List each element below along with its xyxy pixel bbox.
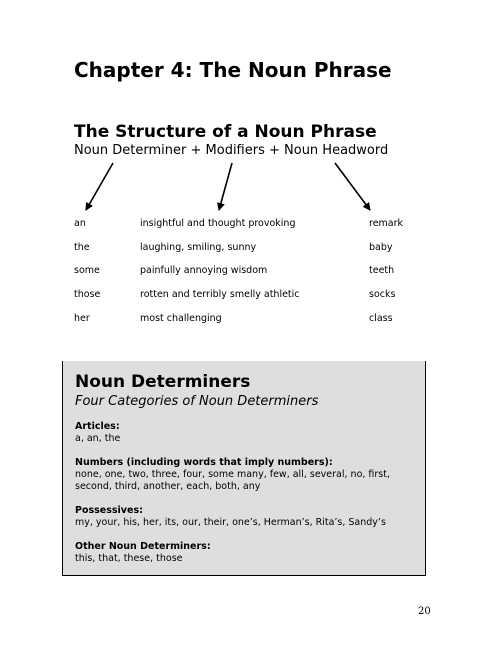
determiner: those bbox=[74, 289, 101, 300]
example-row bbox=[0, 218, 502, 234]
box-title: Noun Determiners bbox=[75, 372, 251, 392]
category-numbers bbox=[75, 457, 420, 493]
headword: baby bbox=[369, 242, 393, 253]
headword: socks bbox=[369, 289, 396, 300]
category-heading: Other Noun Determiners: bbox=[75, 541, 211, 552]
determiner: some bbox=[74, 265, 100, 276]
example-row bbox=[0, 289, 502, 305]
category-articles bbox=[75, 421, 420, 445]
box-subtitle: Four Categories of Noun Determiners bbox=[75, 394, 319, 409]
category-text: this, that, these, those bbox=[75, 553, 183, 564]
modifiers: laughing, smiling, sunny bbox=[140, 242, 257, 253]
chapter-title: Chapter 4: The Noun Phrase bbox=[74, 58, 392, 82]
category-heading: Articles: bbox=[75, 421, 120, 432]
determiner: an bbox=[74, 218, 86, 229]
category-text: a, an, the bbox=[75, 433, 121, 444]
modifiers: painfully annoying wisdom bbox=[140, 265, 268, 276]
noun-determiners-box bbox=[62, 361, 426, 576]
category-text: my, your, his, her, its, our, their, one’s, Herman’s, Rita’s, Sandy’s bbox=[75, 517, 386, 528]
example-row bbox=[0, 242, 502, 258]
section-title: The Structure of a Noun Phrase bbox=[74, 122, 377, 142]
headword: teeth bbox=[369, 265, 395, 276]
category-heading: Numbers (including words that imply numbers): bbox=[75, 457, 333, 468]
noun-phrase-formula: Noun Determiner + Modifiers + Noun Headword bbox=[74, 143, 389, 158]
category-other bbox=[75, 541, 420, 565]
headword: class bbox=[369, 313, 393, 324]
determiner: the bbox=[74, 242, 90, 253]
category-text: none, one, two, three, four, some many, few, all, several, no, first, second, third, another, each, both, any bbox=[75, 469, 390, 492]
category-possessives bbox=[75, 505, 420, 529]
headword: remark bbox=[369, 218, 404, 229]
modifiers: insightful and thought provoking bbox=[140, 218, 296, 229]
example-row bbox=[0, 265, 502, 281]
modifiers: most challenging bbox=[140, 313, 222, 324]
headword-arrow bbox=[335, 163, 370, 210]
determiner: her bbox=[74, 313, 90, 324]
category-heading: Possessives: bbox=[75, 505, 143, 516]
modifiers-arrow bbox=[219, 163, 232, 210]
modifiers: rotten and terribly smelly athletic bbox=[140, 289, 300, 300]
determiner-arrow bbox=[86, 163, 113, 210]
example-row bbox=[0, 313, 502, 329]
page-number: 20 bbox=[418, 606, 431, 617]
